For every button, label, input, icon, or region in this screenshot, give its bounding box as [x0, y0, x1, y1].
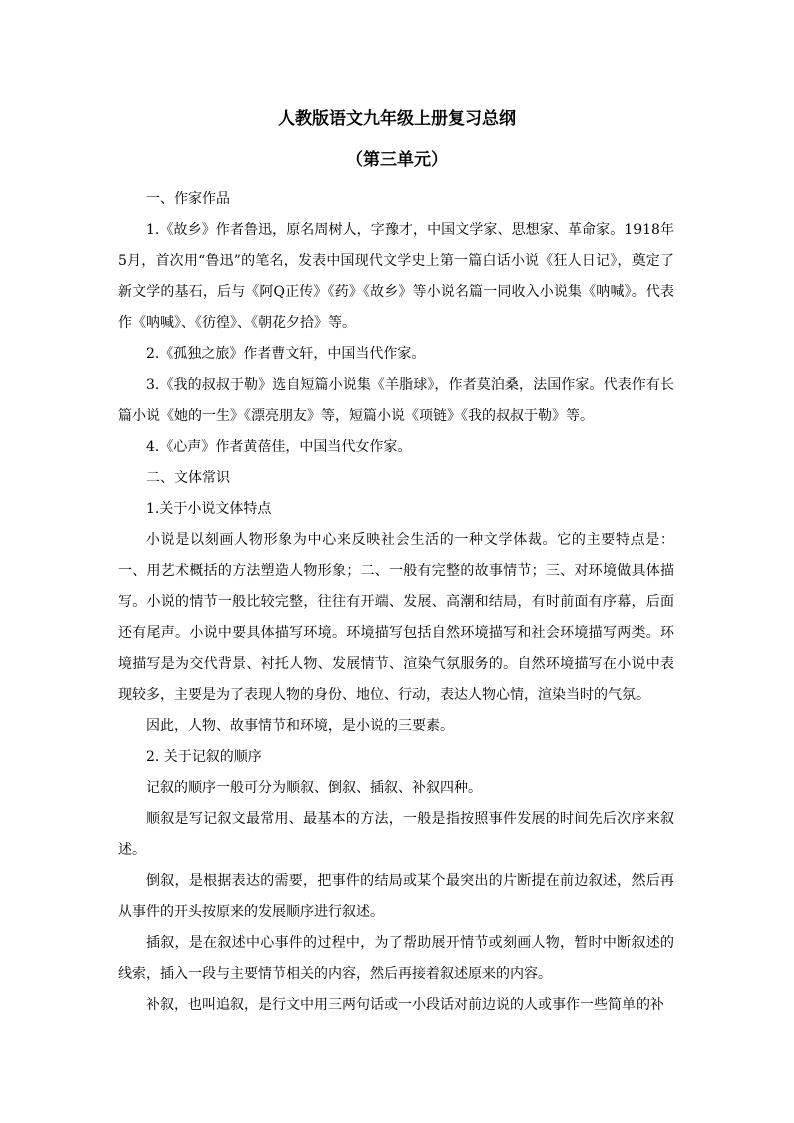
subheading-narrative-order: 2. 关于记叙的顺序 — [146, 749, 262, 765]
section-heading-authors: 一、作家作品 — [146, 191, 230, 207]
section-heading-genre: 二、文体常识 — [146, 470, 230, 486]
paragraph-narrative-types: 记叙的顺序一般可分为顺叙、倒叙、插叙、补叙四种。 — [146, 780, 482, 796]
paragraph-shushu-yule-author: 3.《我的叔叔于勒》选自短篇小说集《羊脂球》，作者莫泊桑，法国作家。代表作有长篇小说《她的一生》《漂亮朋友》等，短篇小说《项链》《我的叔叔于勒》等。 — [118, 377, 674, 424]
paragraph-three-elements: 因此，人物、故事情节和环境，是小说的三要素。 — [146, 718, 454, 734]
paragraph-shunxu: 顺叙是写记叙文最常用、最基本的方法，一般是指按照事件发展的时间先后次序来叙述。 — [118, 811, 674, 858]
paragraph-novel-features: 小说是以刻画人物形象为中心来反映社会生活的一种文学体裁。它的主要特点是：一、用艺术概括的方法塑造人物形象；二、一般有完整的故事情节；三、对环境做具体描写。小说的情节一般比较完整，往往有开端、发展、高潮和结局，有时前面有序幕，后面还有尾声。小说中要具体描写环境。环境描写包括自然环境描写和社会环境描写两类。环境描写是为交代背景、衬托人物、发展情节、渲染气氛服务的。自然环境描写在小说中表现较多，主要是为了表现人物的身份、地位、行动，表达人物心情，渲染当时的气氛。 — [118, 532, 674, 703]
paragraph-gudu-zhilv-author: 2.《孤独之旅》作者曹文轩，中国当代作家。 — [146, 346, 426, 362]
document-title: 人教版语文九年级上册复习总纲 — [278, 109, 516, 129]
paragraph-chaxu: 插叙，是在叙述中心事件的过程中，为了帮助展开情节或刻画人物，暂时中断叙述的线索，插入一段与主要情节相关的内容，然后再接着叙述原来的内容。 — [118, 935, 674, 982]
paragraph-xinsheng-author: 4.《心声》作者黄蓓佳，中国当代女作家。 — [146, 439, 412, 455]
paragraph-daoxu: 倒叙，是根据表达的需要，把事件的结局或某个最突出的片断提在前边叙述，然后再从事件的开头按原来的发展顺序进行叙述。 — [118, 873, 674, 920]
paragraph-guxiang-author: 1.《故乡》作者鲁迅，原名周树人，字豫才，中国文学家、思想家、革命家。1918年5月，首次用“鲁迅”的笔名，发表中国现代文学史上第一篇白话小说《狂人日记》，奠定了新文学的基石，后与《阿Q正传》《药》《故乡》等小说名篇一同收入小说集《呐喊》。代表作《呐喊》、《彷徨》、《朝花夕拾》等。 — [118, 222, 674, 331]
paragraph-buxu: 补叙，也叫追叙，是行文中用三两句话或一小段话对前边说的人或事作一些简单的补 — [146, 997, 664, 1013]
document-subtitle: （第三单元） — [346, 150, 448, 170]
subheading-novel-features: 1.关于小说文体特点 — [146, 501, 272, 517]
document-body — [118, 184, 674, 1021]
